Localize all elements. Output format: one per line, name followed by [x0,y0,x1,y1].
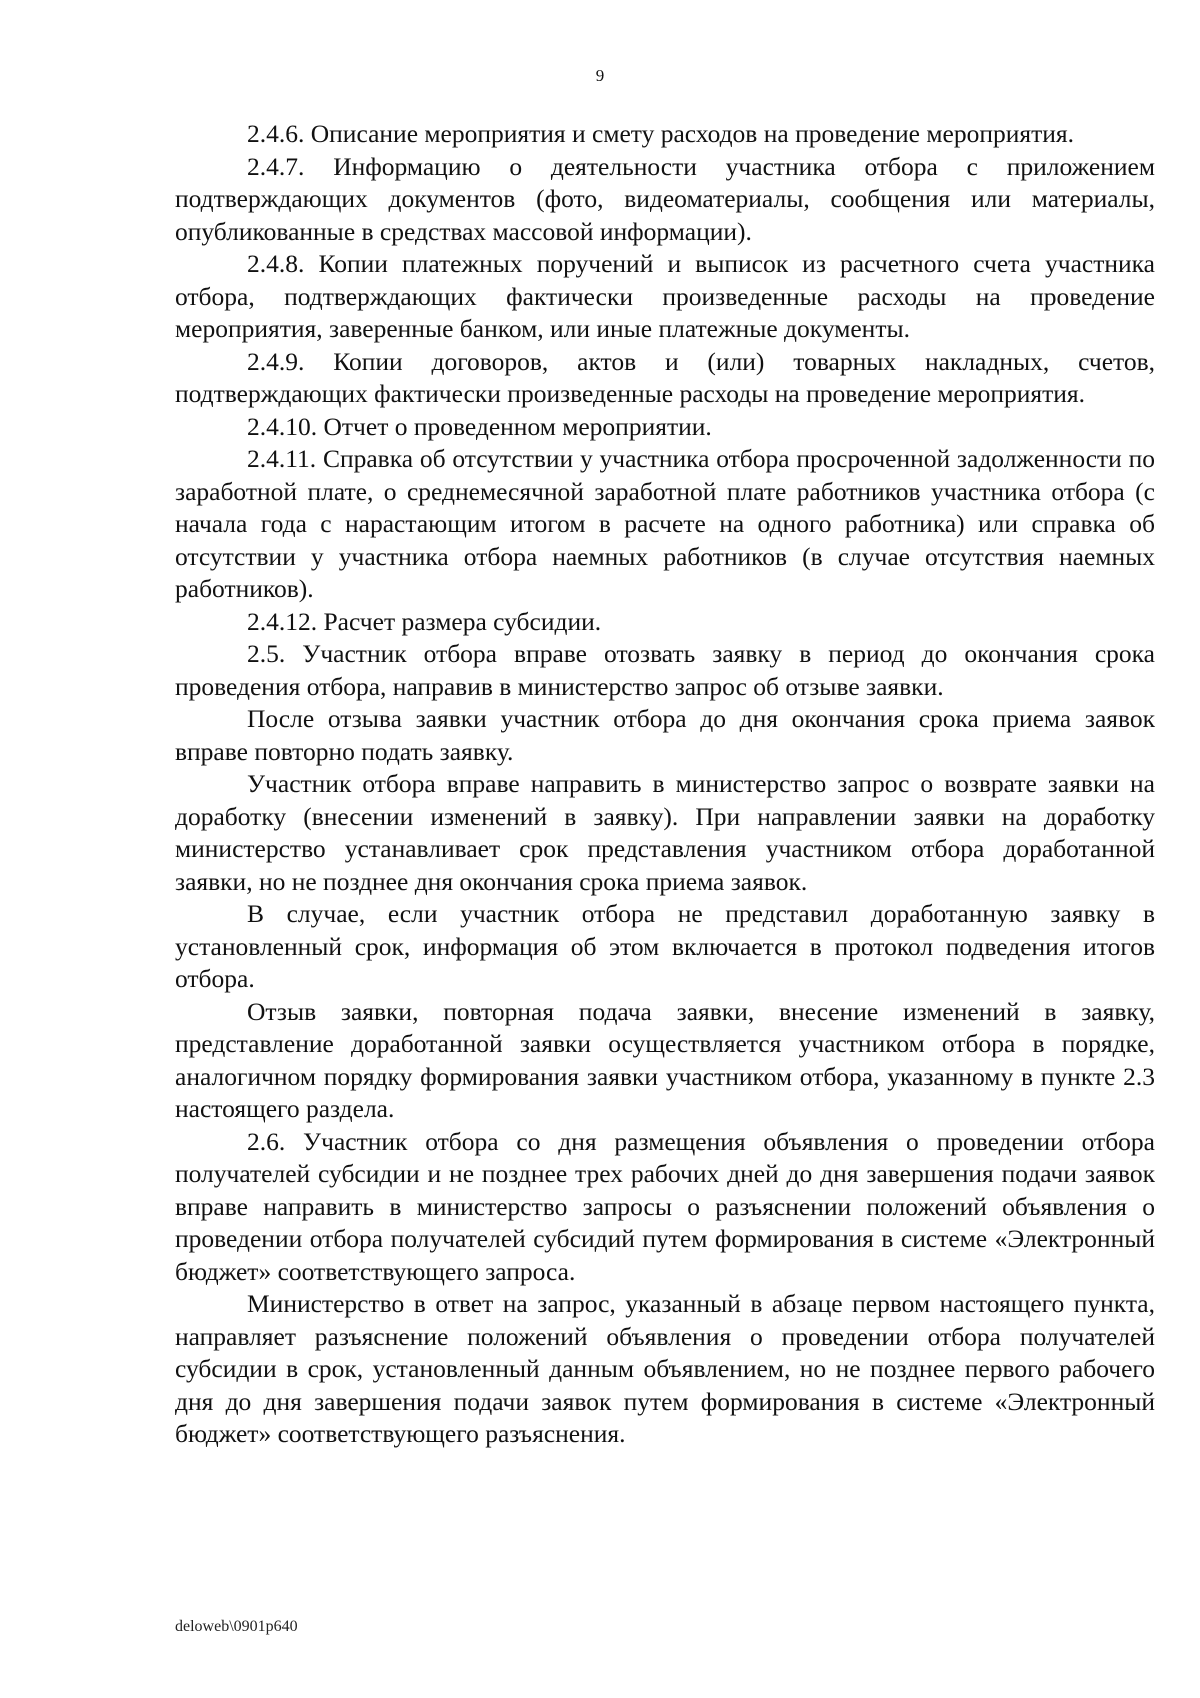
paragraph-2-5: 2.5. Участник отбора вправе отозвать заявку в период до окончания срока проведения отбора, направив в министерство запрос об отзыве заявки. [175,639,1155,701]
paragraph-2-4-6: 2.4.6. Описание мероприятия и смету расходов на проведение мероприятия. [247,119,1074,148]
paragraph-2-4-7: 2.4.7. Информацию о деятельности участника отбора с приложением подтверждающих документов (фото, видеоматериалы, сообщения или материалы, опубликованные в средствах массовой информации). [175,151,1155,246]
page-number: 9 [595,66,605,85]
document-footer-code: deloweb\0901p640 [175,1618,298,1635]
paragraph-2-6: 2.6. Участник отбора со дня размещения объявления о проведении отбора получателей субсидии и не позднее трех рабочих дней до дня завершения подачи заявок вправе направить в министерство запросы о разъяснении положений объявления о проведении отбора получателей субсидий путем формирования в системе «Электронный бюджет» соответствующего запроса. [175,1126,1155,1286]
paragraph-return-for-revision: Участник отбора вправе направить в министерство запрос о возврате заявки на доработку (внесении изменений в заявку). При направлении заявки на доработку министерство устанавливает срок представления участником отбора доработанной заявки, но не позднее дня окончания срока приема заявок. [175,769,1155,896]
paragraph-procedure-reference: Отзыв заявки, повторная подача заявки, внесение изменений в заявку, представление доработанной заявки осуществляется участником отбора в порядке, аналогичном порядку формирования заявки участником отбора, указанному в пункте 2.3 настоящего раздела. [175,996,1155,1123]
paragraph-2-4-8: 2.4.8. Копии платежных поручений и выписок из расчетного счета участника отбора, подтверждающих фактически произведенные расходы на проведение мероприятия, заверенные банком, или иные платежные документы. [175,249,1155,343]
paragraph-2-4-12: 2.4.12. Расчет размера субсидии. [247,606,602,636]
paragraph-2-4-11: 2.4.11. Справка об отсутствии у участника отбора просроченной задолженности по заработной плате, о среднемесячной заработной плате работников участника отбора (с начала года с нарастающим итогом в расчете на одного работника) или справка об отсутствии у участника отбора наемных работников (в случае отсутствия наемных работников). [175,444,1155,603]
paragraph-withdrawal-resubmit: После отзыва заявки участник отбора до дня окончания срока приема заявок вправе повторно подать заявку. [175,704,1155,766]
paragraph-2-4-9: 2.4.9. Копии договоров, актов и (или) товарных накладных, счетов, подтверждающих фактически произведенные расходы на проведение мероприятия. [175,346,1155,408]
paragraph-2-4-10: 2.4.10. Отчет о проведенном мероприятии. [247,411,712,441]
document-body [175,118,1155,1451]
paragraph-not-submitted-in-time: В случае, если участник отбора не представил доработанную заявку в установленный срок, информация об этом включается в протокол подведения итогов отбора. [175,899,1155,993]
paragraph-ministry-response: Министерство в ответ на запрос, указанный в абзаце первом настоящего пункта, направляет разъяснение положений объявления о проведении отбора получателей субсидии в срок, установленный данным объявлением, но не позднее первого рабочего дня до дня завершения подачи заявок путем формирования в системе «Электронный бюджет» соответствующего разъяснения. [175,1289,1155,1448]
